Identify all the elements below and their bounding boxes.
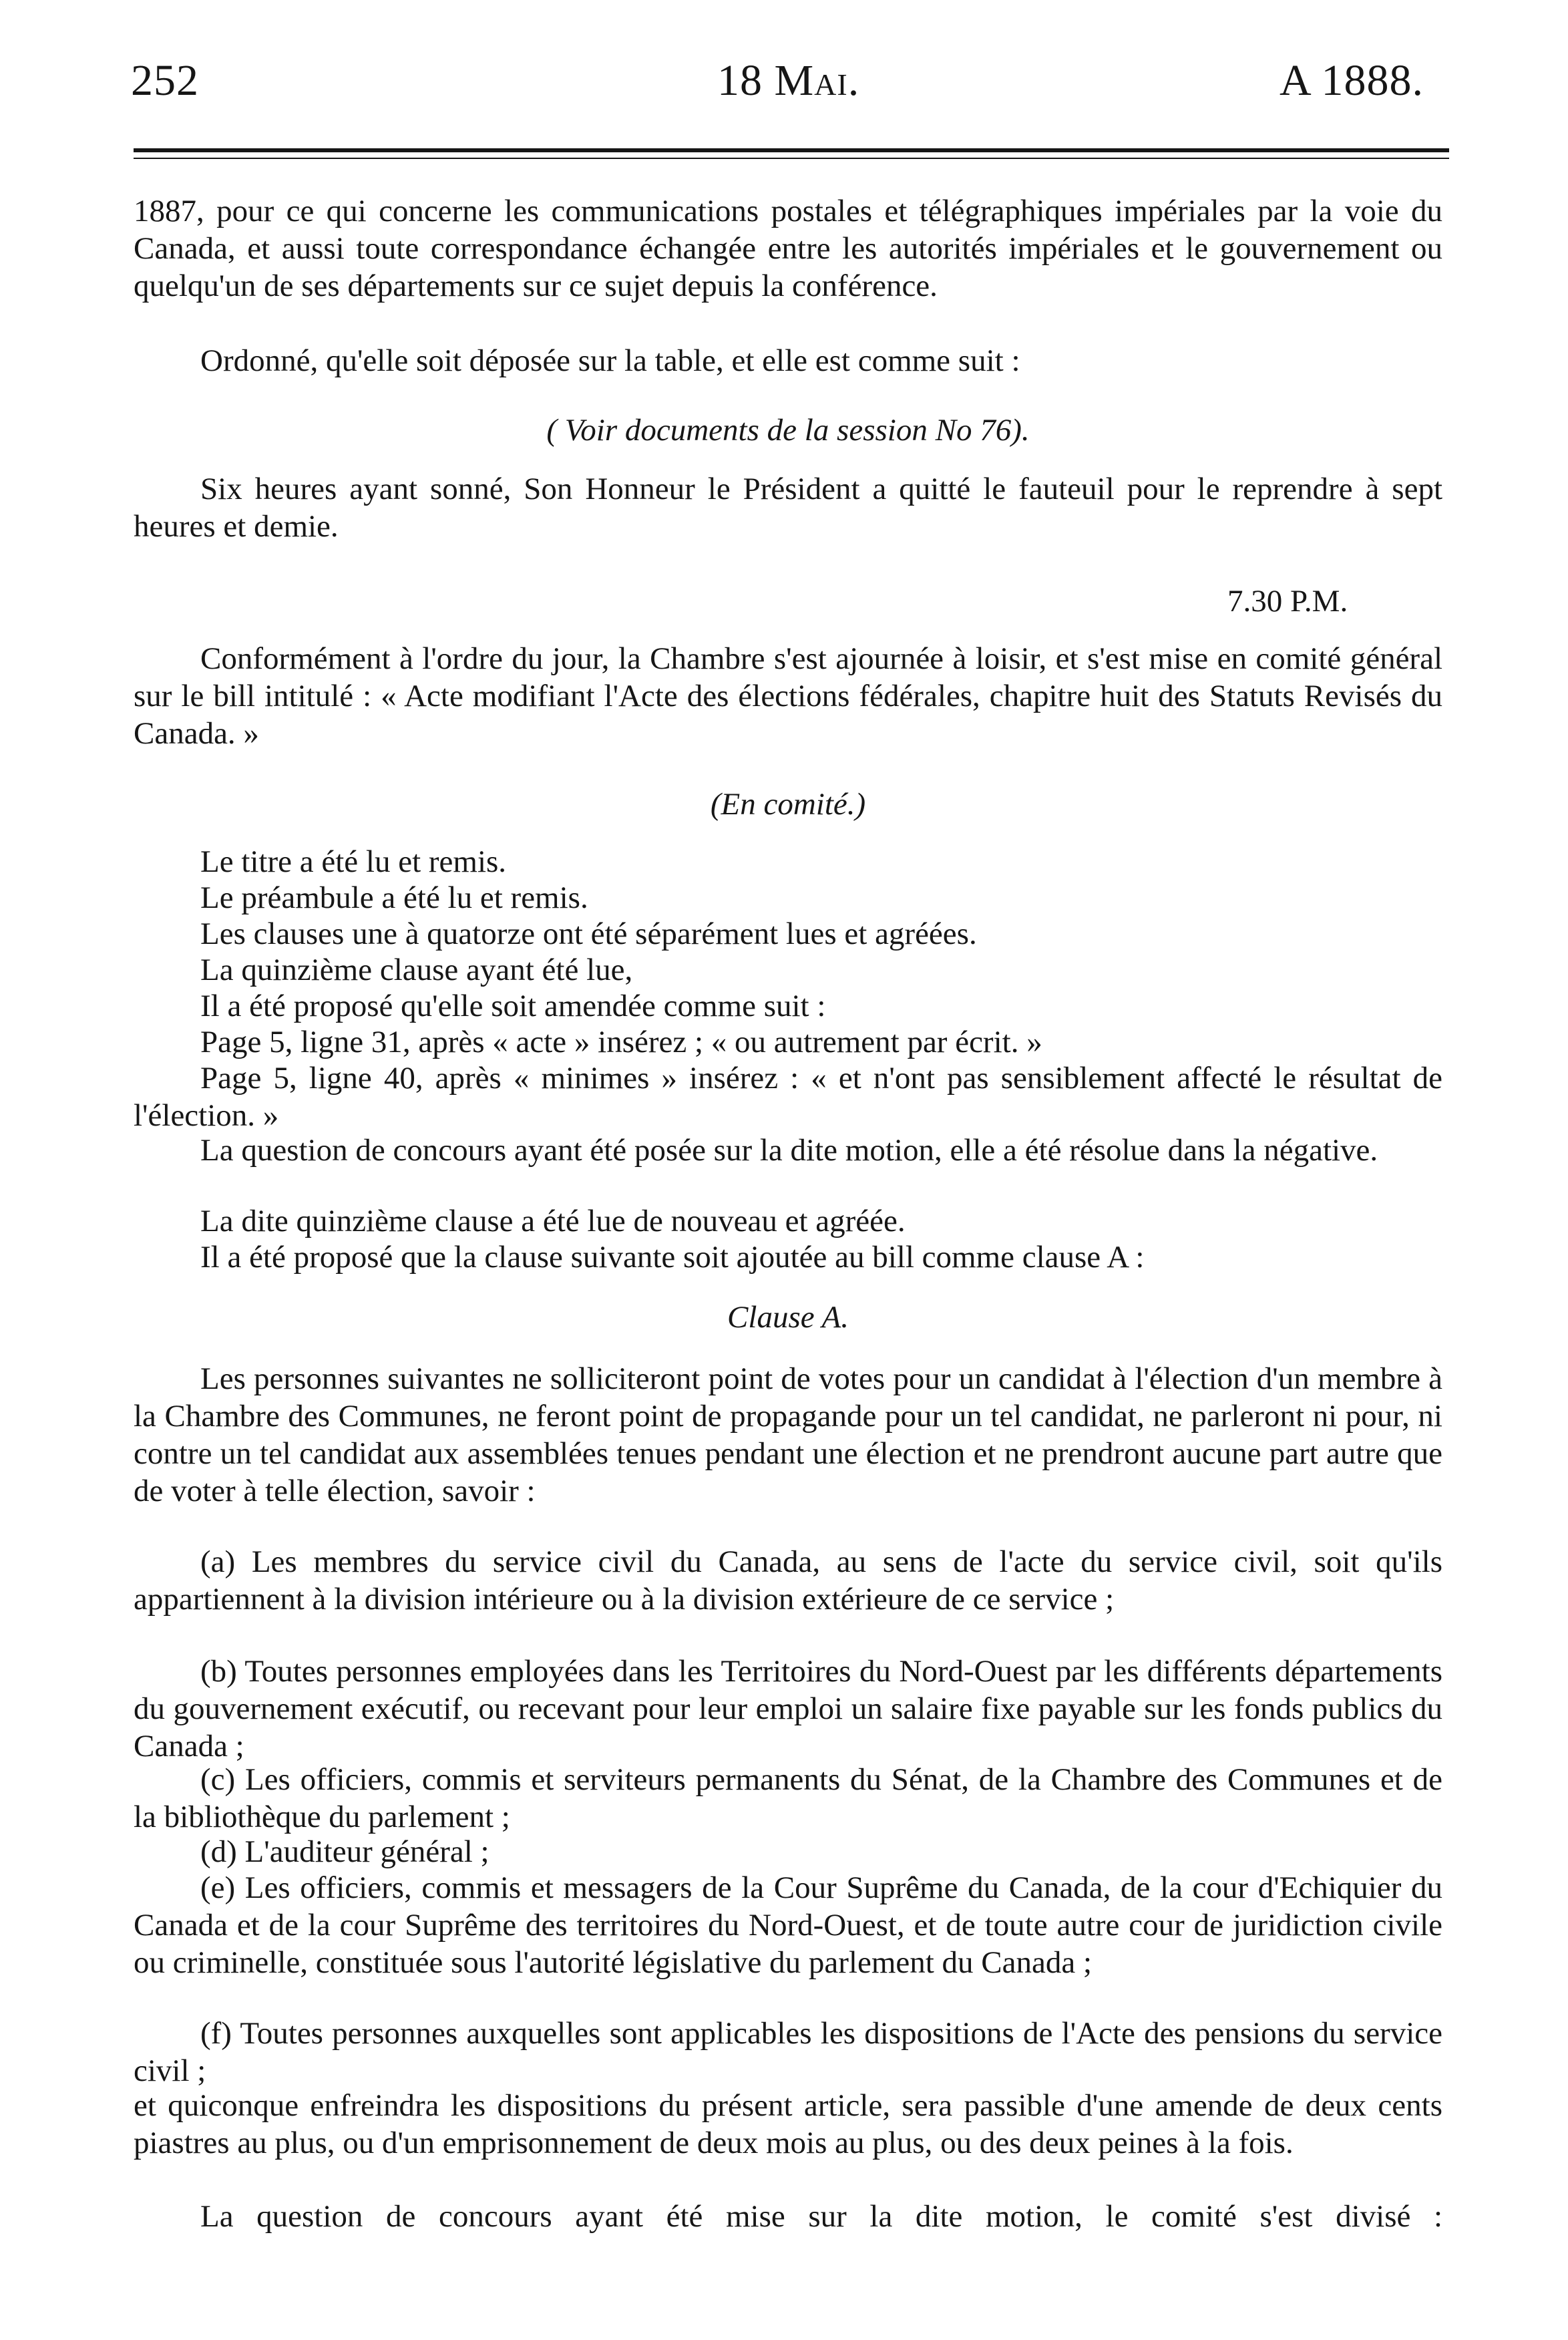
line-dite-quinzieme: La dite quinzième clause a été lue de nouveau et agréée. [200,1204,906,1238]
paragraph-conformement: Conformément à l'ordre du jour, la Chambre s'est ajournée à loisir, et s'est mise en comité général sur le bill intitulé : « Acte modifiant l'Acte des élections fédérales, chapitre huit des Statuts Revisés du Canada. » [134,641,1442,751]
line-clause-suivante: Il a été proposé que la clause suivante soit ajoutée au bill comme clause A : [200,1240,1145,1275]
header-year: A 1888. [1280,56,1424,105]
page-number: 252 [131,56,199,105]
header-rule-thin [134,158,1449,159]
paragraph-six-heures: Six heures ayant sonné, Son Honneur le Président a quitté le fauteuil pour le reprendre à sept heures et demie. [134,472,1442,544]
voir-documents: ( Voir documents de la session No 76). [546,413,1030,448]
line-titre: Le titre a été lu et remis. [200,844,507,879]
line-propose: Il a été proposé qu'elle soit amendée comme suit : [200,989,826,1023]
paragraph-page5-40: Page 5, ligne 40, après « minimes » insérez : « et n'ont pas sensiblement affecté le résultat de l'élection. » [134,1061,1442,1133]
en-comite-heading: (En comité.) [710,787,866,822]
clause-a-heading: Clause A. [727,1300,849,1335]
paragraph-intro: 1887, pour ce qui concerne les communications postales et télégraphiques impériales par la voie du Canada, et aussi toute correspondance échangée entre les autorités impériales et le gouvernement ou quelqu'un de ses départements sur ce sujet depuis la conférence. [134,194,1442,303]
item-a: (a) Les membres du service civil du Canada, au sens de l'acte du service civil, soit qu'ils appartiennent à la division intérieure ou à la division extérieure de ce service ; [134,1544,1442,1617]
paragraph-quiconque: et quiconque enfreindra les dispositions du présent article, sera passible d'une amende de deux cents piastres au plus, ou d'un emprisonnement de deux mois au plus, ou des deux peines à la fois. [134,2088,1442,2160]
paragraph-question-1: La question de concours ayant été posée sur la dite motion, elle a été résolue dans la négative. [200,1133,1378,1168]
line-page5-31: Page 5, ligne 31, après « acte » insérez ; « ou autrement par écrit. » [200,1025,1042,1059]
item-e: (e) Les officiers, commis et messagers de la Cour Suprême du Canada, de la cour d'Echiquier du Canada et de la cour Suprême des territoires du Nord-Ouest, et de toute autre cour de juridiction civile ou criminelle, constituée sous l'autorité législative du parlement du Canada ; [134,1870,1442,1980]
paragraph-ordonne: Ordonné, qu'elle soit déposée sur la table, et elle est comme suit : [200,343,1020,378]
paragraph-clause-a: Les personnes suivantes ne solliciteront point de votes pour un candidat à l'élection d'un membre à la Chambre des Communes, ne feront point de propagande pour un tel candidat, ne parleront ni pour, ni contre un tel candidat aux assemblées tenues pendant une élection et ne prendront aucune part autre que de voter à telle élection, savoir : [134,1361,1442,1508]
item-c: (c) Les officiers, commis et serviteurs permanents du Sénat, de la Chambre des Communes et de la bibliothèque du parlement ; [134,1762,1442,1834]
line-quinzieme: La quinzième clause ayant été lue, [200,953,633,987]
line-preambule: Le préambule a été lu et remis. [200,880,588,915]
item-b: (b) Toutes personnes employées dans les Territoires du Nord-Ouest par les différents départements du gouvernement exécutif, ou recevant pour leur emploi un salaire fixe payable sur les fonds publics du Canada ; [134,1654,1442,1764]
time-stamp: 7.30 P.M. [1227,584,1348,619]
header-date: 18 Mai. [717,56,860,105]
line-clauses: Les clauses une à quatorze ont été séparément lues et agréées. [200,916,977,951]
item-d: (d) L'auditeur général ; [200,1834,489,1869]
item-f: (f) Toutes personnes auxquelles sont applicables les dispositions de l'Acte des pensions du service civil ; [134,2016,1442,2088]
paragraph-question-2: La question de concours ayant été mise sur la dite motion, le comité s'est divisé : [200,2199,1442,2234]
header-rule-thick [134,148,1449,152]
